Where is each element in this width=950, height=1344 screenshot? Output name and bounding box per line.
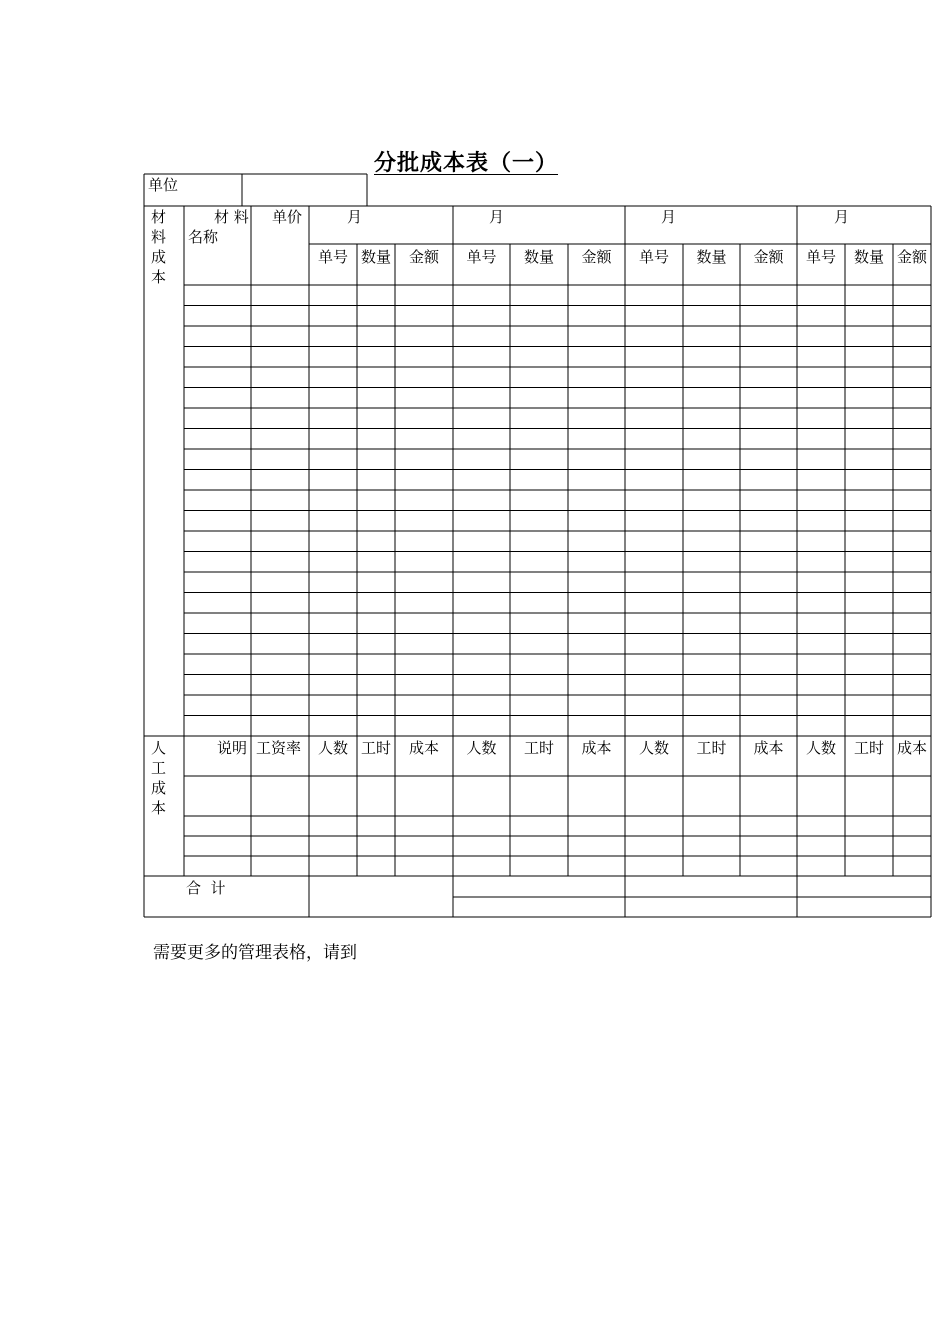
labor-subheader-count: 人数 bbox=[317, 739, 349, 757]
material-section-label: 本 bbox=[151, 268, 167, 286]
labor-subheader-cost: 成本 bbox=[581, 739, 612, 757]
form-title: 分批成本表（一） bbox=[374, 150, 559, 176]
subheader-quantity: 数量 bbox=[523, 248, 555, 266]
month-label-2: 月 bbox=[489, 208, 505, 226]
price-header: 单价 bbox=[272, 208, 303, 226]
material-name-header: 材 料 bbox=[214, 208, 249, 226]
labor-subheader-cost: 成本 bbox=[753, 739, 784, 757]
labor-section-label: 人 bbox=[151, 739, 167, 757]
subheader-order-no: 单号 bbox=[317, 248, 349, 266]
subheader-order-no: 单号 bbox=[466, 248, 497, 266]
material-name-header: 名称 bbox=[188, 228, 219, 246]
subheader-quantity: 数量 bbox=[853, 248, 885, 266]
subheader-order-no: 单号 bbox=[638, 248, 670, 266]
labor-subheader-hours: 工时 bbox=[523, 739, 555, 757]
subheader-amount: 金额 bbox=[896, 248, 928, 266]
labor-subheader-count: 人数 bbox=[638, 739, 670, 757]
month-label-3: 月 bbox=[661, 208, 677, 226]
total-label: 合 计 bbox=[186, 879, 226, 897]
footer-note: 需要更多的管理表格，请到 bbox=[153, 943, 357, 963]
labor-subheader-hours: 工时 bbox=[853, 739, 885, 757]
subheader-amount: 金额 bbox=[581, 248, 612, 266]
labor-section-label: 工 bbox=[151, 759, 167, 777]
material-section-label: 料 bbox=[151, 228, 167, 246]
labor-wage-header: 工资率 bbox=[256, 739, 302, 757]
labor-section-label: 成 bbox=[151, 779, 167, 797]
subheader-quantity: 数量 bbox=[696, 248, 727, 266]
labor-section-label: 本 bbox=[151, 799, 167, 817]
labor-desc-header: 说明 bbox=[217, 739, 248, 757]
subheader-quantity: 数量 bbox=[360, 248, 392, 266]
labor-subheader-count: 人数 bbox=[466, 739, 497, 757]
material-section-label: 成 bbox=[151, 248, 167, 266]
subheader-amount: 金额 bbox=[753, 248, 784, 266]
month-label-4: 月 bbox=[834, 208, 850, 226]
month-label-1: 月 bbox=[347, 208, 363, 226]
material-section-label: 材 bbox=[151, 208, 167, 226]
subheader-order-no: 单号 bbox=[805, 248, 837, 266]
labor-subheader-count: 人数 bbox=[805, 739, 837, 757]
labor-subheader-cost: 成本 bbox=[408, 739, 440, 757]
labor-subheader-cost: 成本 bbox=[896, 739, 928, 757]
labor-subheader-hours: 工时 bbox=[360, 739, 392, 757]
labor-subheader-hours: 工时 bbox=[696, 739, 727, 757]
unit-label: 单位 bbox=[148, 176, 179, 194]
subheader-amount: 金额 bbox=[408, 248, 440, 266]
